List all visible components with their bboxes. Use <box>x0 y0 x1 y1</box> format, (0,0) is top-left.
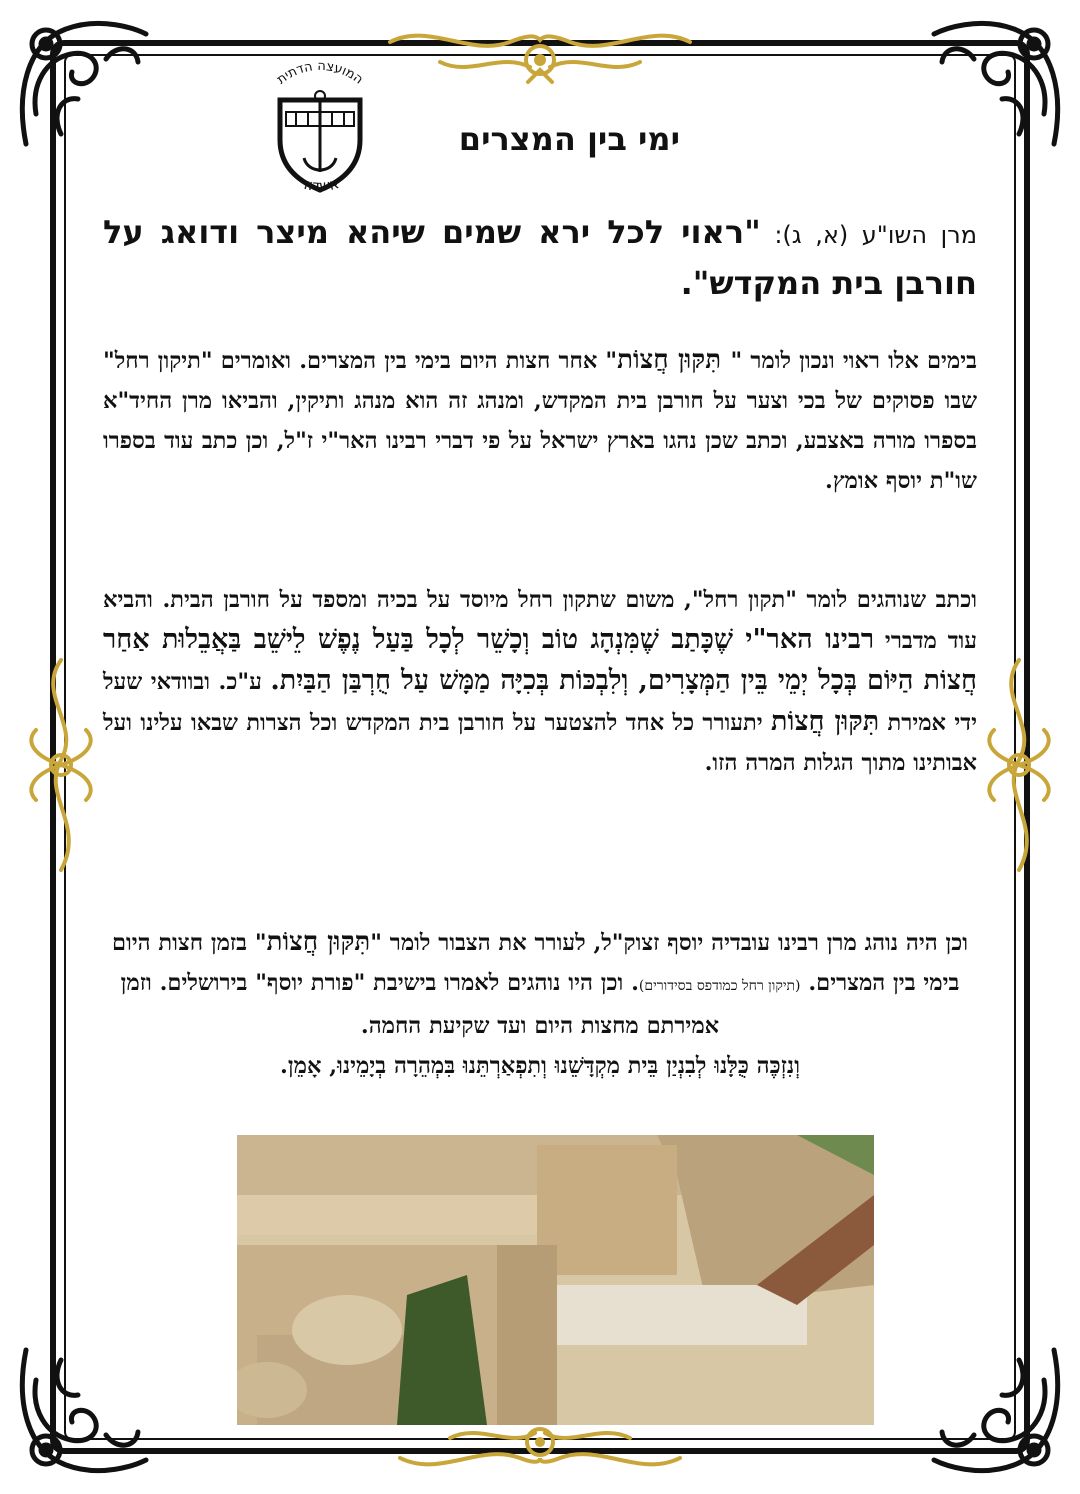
corner-flourish-icon <box>6 4 156 154</box>
intro-lead: מרן השו"ע (א, ג): <box>760 221 978 249</box>
gold-ornament-icon <box>974 655 1064 875</box>
logo-bottom-text: אשדוד <box>298 173 342 196</box>
p3-closing: וְנִזְכֶּה כֻּלָּנוּ לְבִנְיַן בֵּית מִקְדָּשֵׁנוּ וְתִפְאַרְתֵּנוּ בִּמְהֵרָה בְיָמֵינוּ, אָמֵן. <box>280 1053 800 1079</box>
corner-flourish-icon <box>6 1340 156 1490</box>
western-wall-photo <box>237 1135 874 1425</box>
corner-flourish-icon <box>924 4 1074 154</box>
gold-ornament-icon <box>380 12 700 92</box>
paragraph-3 <box>103 922 977 1086</box>
p3-note: (תיקון רחל כמודפס בסידורים) <box>638 978 801 994</box>
p3-text-2: " בזמן חצות היום בימי בין המצרים. <box>111 930 960 996</box>
p2-quote: שֶׁכָּתַב שֶׁמִּנְהָג טוֹב וְכָשֵׁר לְכָל בַּעַל נֶפֶשׁ לֵישֵׁב בַּאֲבֵלוּת אַחַר חֲצוֹת הַיּוֹם בְּכָל יְמֵי בֵּין הַמְּצָרִים, וְלִבְכּוֹת בְּכִיָּה מַמָּשׁ עַל חֻרְבַּן הַבַּיִת. <box>103 624 977 696</box>
svg-text:המועצה הדתית <box>274 60 365 88</box>
p1-emphasis: תִּקּוּן חֲצוֹת <box>617 345 731 375</box>
p1-text-1: בימים אלו ראוי ונכון לומר " <box>730 348 978 374</box>
page-title: ימי בין המצרים <box>458 120 680 158</box>
p2-text-1: וכתב שנוהגים לומר "תקון רחל", משום שתקון רחל מיוסד על בכיה ומספד על חורבן הבית. והביא עוד מדברי <box>103 587 978 654</box>
p3-text-1: וכן היה נוהג מרן רבינו עובדיה יוסף זצוק"ל, לעורר את הצבור לומר " <box>370 930 969 956</box>
p3-emphasis: תִּקּוּן חֲצוֹת <box>266 927 371 957</box>
paragraph-2 <box>103 580 977 783</box>
p2-text-3: יתעורר כל אחד להצטער על חורבן בית המקדש וכל הצרות שבאו עלינו ועל אבותינו מתוך הגלות המרה הזו. <box>103 710 977 776</box>
paragraph-1 <box>103 340 977 501</box>
logo-top-text: המועצה הדתית <box>274 60 366 88</box>
gold-ornament-icon <box>16 655 106 875</box>
p3-text-3: . וכן היו נוהגים לאמרו בישיבת "פורת יוסף" בירושלים. וזמן אמירתם מחצות היום ועד שקיעת החמה. <box>120 970 720 1039</box>
p2-emphasis: תִּקּוּן חֲצוֹת <box>771 706 880 737</box>
p2-text-2: ע"כ. ובוודאי שעל ידי אמירת <box>103 669 977 736</box>
p2-name: רבינו האר"י <box>745 624 875 655</box>
intro-quote: "ראוי לכל ירא שמים שיהא מיצר ודואג על חורבן בית המקדש". <box>103 213 977 302</box>
p1-text-2: " אחר חצות היום בימי בין המצרים. ואומרים "תיקון רחל" שבו פסוקים של בכי וצער על חורבן בית המקדש, ומנהג זה הוא מנהג ותיקין, והביאו מרן החיד"א בספרו מורה באצבע, וכתב שכן נהגו בארץ ישראל על פי דברי רבינו האר"י ז"ל, וכן כתב עוד בספרו שו"ת יוסף אומץ. <box>103 348 977 494</box>
intro-paragraph <box>103 208 977 307</box>
corner-flourish-icon <box>924 1340 1074 1490</box>
